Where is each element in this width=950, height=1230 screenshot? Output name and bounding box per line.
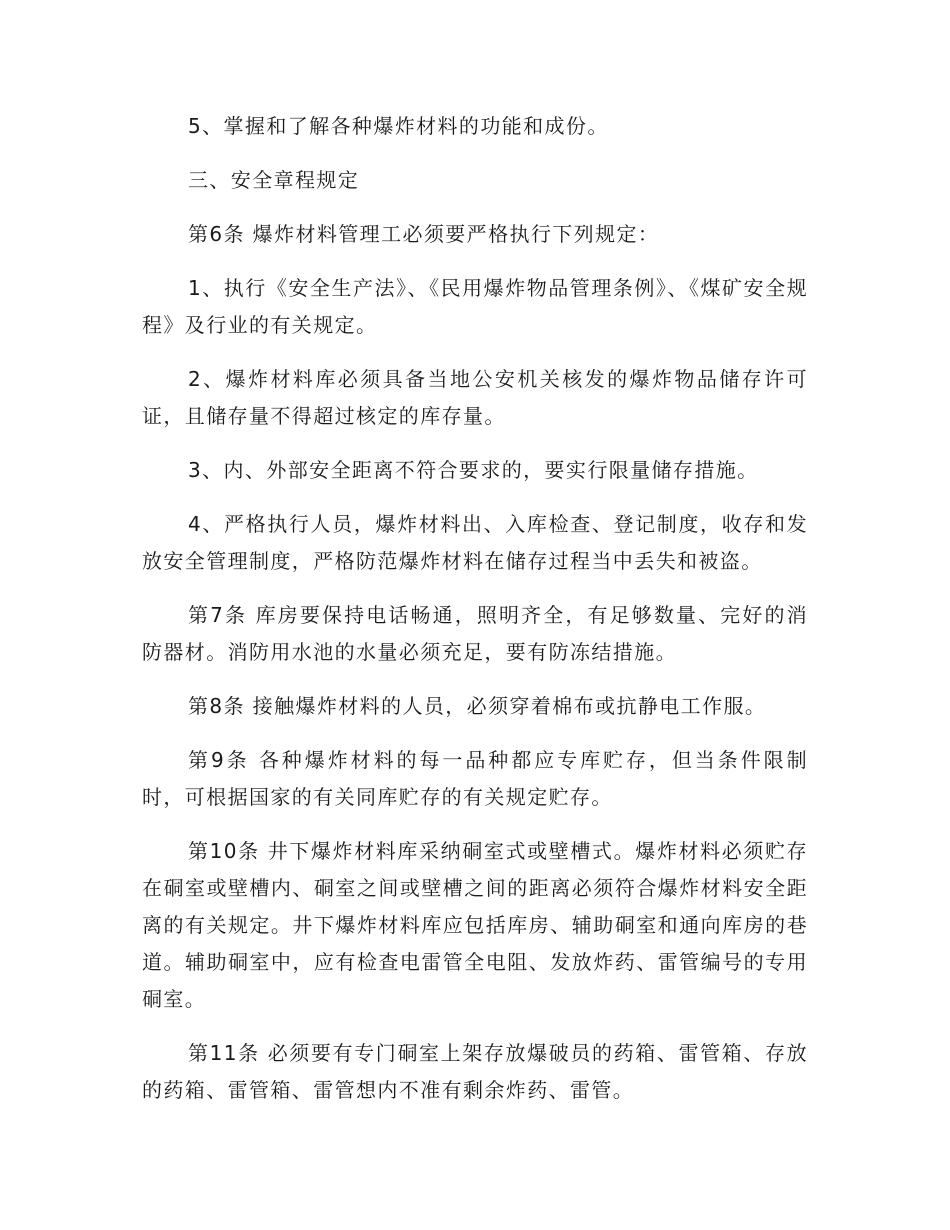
article-7: 第7条 库房要保持电话畅通，照明齐全，有足够数量、完好的消防器材。消防用水池的水量必须充足，要有防冻结措施。 <box>142 603 808 664</box>
article-10: 第10条 井下爆炸材料库采纳硐室式或壁槽式。爆炸材料必须贮存在硐室或壁槽内、硐室之间或壁槽之间的距离必须符合爆炸材料安全距离的有关规定。井下爆炸材料库应包括库房、辅助硐室和通向库房的巷道。辅助硐室中，应有检查电雷管全电阻、发放炸药、雷管编号的专用硐室。 <box>142 839 808 1011</box>
article-6-item-1: 1、执行《安全生产法》、《民用爆炸物品管理条例》、《煤矿安全规程》及行业的有关规定。 <box>142 276 808 337</box>
article-9: 第9条 各种爆炸材料的每一品种都应专库贮存，但当条件限制时，可根据国家的有关同库贮存的有关规定贮存。 <box>142 748 808 809</box>
article-11: 第11条 必须要有专门硐室上架存放爆破员的药箱、雷管箱、存放的药箱、雷管箱、雷管想内不准有剩余炸药、雷管。 <box>142 1041 808 1102</box>
article-6: 第6条 爆炸材料管理工必须要严格执行下列规定： <box>188 222 660 246</box>
article-6-item-4: 4、严格执行人员，爆炸材料出、入库检查、登记制度，收存和发放安全管理制度，严格防范爆炸材料在储存过程当中丢失和被盗。 <box>142 512 808 573</box>
article-6-item-2: 2、爆炸材料库必须具备当地公安机关核发的爆炸物品储存许可证，且储存量不得超过核定的库存量。 <box>142 367 808 428</box>
paragraph-item-5: 5、掌握和了解各种爆炸材料的功能和成份。 <box>188 114 609 138</box>
section-heading-safety-rules: 三、安全章程规定 <box>188 168 360 192</box>
article-6-item-3: 3、内、外部安全距离不符合要求的，要实行限量储存措施。 <box>188 458 759 482</box>
article-8: 第8条 接触爆炸材料的人员，必须穿着棉布或抗静电工作服。 <box>188 694 767 718</box>
document-body <box>142 108 808 1126</box>
